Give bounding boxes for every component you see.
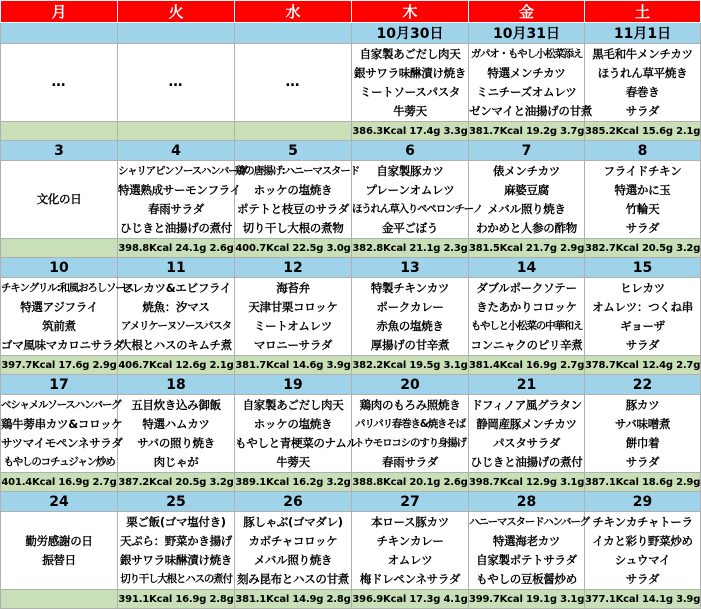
weekday-wed: 水 xyxy=(235,1,352,23)
day-nutrition xyxy=(235,122,352,141)
menu-item: イカと彩り野菜炒め xyxy=(592,533,693,548)
menu-item: 自家製あごだし肉天 xyxy=(242,397,344,412)
nutrition-text: 399.7Kcal 19.1g 3.1g xyxy=(469,593,585,605)
day-date: 18 xyxy=(118,375,235,395)
menu-item: チキングリル:和風おろしソース xyxy=(1,281,134,294)
menu-item: サラダ xyxy=(625,103,660,118)
nutrition-text: 398.8Kcal 24.1g 2.6g xyxy=(118,242,234,254)
menu-item: 自家製ポテトサラダ xyxy=(476,552,577,567)
menu-item: 牛蒡天 xyxy=(393,103,427,118)
day-nutrition xyxy=(235,473,352,492)
menu-item: 牛蒡天 xyxy=(276,454,310,469)
day-menu xyxy=(585,395,701,473)
day-date: 4 xyxy=(118,141,235,161)
day-nutrition xyxy=(585,356,701,375)
menu-item: 肉じゃが xyxy=(153,454,199,469)
date-row xyxy=(1,258,701,278)
menu-item: オムレツ：つくね串 xyxy=(592,299,693,314)
nutrition-row xyxy=(1,473,701,492)
day-nutrition xyxy=(1,590,118,609)
day-date: 28 xyxy=(469,492,585,512)
nutrition-text: 382.8Kcal 21.1g 2.3g xyxy=(352,242,468,254)
menu-row xyxy=(1,395,701,473)
menu-item: トウモロコシのすり身揚げ xyxy=(354,436,466,449)
nutrition-text: 387.1Kcal 18.6g 2.9g xyxy=(585,476,701,488)
day-menu xyxy=(585,512,701,590)
nutrition-text: 385.2Kcal 15.6g 2.1g xyxy=(585,125,701,137)
day-nutrition xyxy=(585,239,701,258)
day-nutrition xyxy=(118,473,235,492)
day-menu xyxy=(118,278,235,356)
nutrition-text: 406.7Kcal 12.6g 2.1g xyxy=(118,359,234,371)
menu-item: ガパオ・もやし小松菜添え xyxy=(470,47,583,60)
menu-item: 梅ドレペンネサラダ xyxy=(359,571,461,586)
menu-item: サバの照り焼き xyxy=(137,435,215,450)
day-date: 25 xyxy=(118,492,235,512)
menu-item: 豚カツ xyxy=(625,397,660,412)
menu-item: 特製チキンカツ xyxy=(370,280,450,295)
menu-item: ハニーマスタードハンバーグ xyxy=(469,515,589,528)
menu-item: ゴマ風味マカロニサラダ xyxy=(1,337,125,352)
menu-item: 自家製あごだし肉天 xyxy=(359,46,461,61)
day-menu xyxy=(235,44,352,122)
day-nutrition xyxy=(235,239,352,258)
menu-item: … xyxy=(51,74,67,90)
menu-item: 銀サワラ味醂漬け焼き xyxy=(354,65,466,80)
nutrition-text: 378.7Kcal 12.4g 2.7g xyxy=(585,359,701,371)
menu-item: ヒレカツ&エビフライ xyxy=(120,280,232,295)
menu-item: 栗ご飯(ゴマ塩付き) xyxy=(126,514,226,529)
menu-item: 特選かに玉 xyxy=(614,182,671,197)
day-date: 14 xyxy=(469,258,585,278)
menu-item: ほうれん草入りペペロンチーノ xyxy=(352,202,482,215)
day-menu xyxy=(352,395,469,473)
menu-item: 五目炊き込み御飯 xyxy=(131,397,221,412)
menu-item: サバ味噌煮 xyxy=(614,416,671,431)
menu-item: 本ロース豚カツ xyxy=(371,514,449,529)
day-nutrition xyxy=(118,590,235,609)
day-date: 29 xyxy=(585,492,701,512)
menu-item: きたあかりコロッケ xyxy=(476,299,577,314)
menu-item: 俵メンチカツ xyxy=(493,163,560,178)
menu-item: わかめと人参の酢物 xyxy=(476,220,577,235)
menu-item: 春雨サラダ xyxy=(382,454,438,469)
day-date xyxy=(235,23,352,44)
menu-item: 大根とハスのキムチ煮 xyxy=(120,337,232,352)
day-menu xyxy=(118,512,235,590)
menu-item: チキンカレー xyxy=(376,533,444,548)
menu-row xyxy=(1,512,701,590)
menu-item: 金平ごぼう xyxy=(382,220,438,235)
menu-item: ほうれん草平焼き xyxy=(597,65,688,80)
menu-item: ギョーザ xyxy=(620,318,665,333)
nutrition-text: 381.5Kcal 21.7g 2.9g xyxy=(469,242,585,254)
date-row xyxy=(1,141,701,161)
nutrition-row xyxy=(1,356,701,375)
day-menu xyxy=(235,512,352,590)
nutrition-text: 377.1Kcal 14.1g 3.9g xyxy=(585,593,701,605)
day-date: 26 xyxy=(235,492,352,512)
menu-item: サラダ xyxy=(625,454,660,469)
nutrition-text: 391.1Kcal 16.9g 2.8g xyxy=(118,593,234,605)
menu-item: もやしの豆板醤炒め xyxy=(476,571,577,586)
day-menu xyxy=(469,278,585,356)
menu-item: ひじきと油揚げの煮付 xyxy=(470,454,583,469)
day-date: 19 xyxy=(235,375,352,395)
date-row xyxy=(1,23,701,44)
day-date: 3 xyxy=(1,141,118,161)
menu-item: 鶏牛蒡串カツ&コロッケ xyxy=(1,416,123,431)
day-menu xyxy=(118,395,235,473)
day-date: 11 xyxy=(118,258,235,278)
day-nutrition xyxy=(352,356,469,375)
day-date: 12 xyxy=(235,258,352,278)
nutrition-text: 388.8Kcal 20.1g 2.6g xyxy=(352,476,468,488)
day-menu xyxy=(352,44,469,122)
menu-item: 鶏の唐揚げ:ハニーマスタード xyxy=(235,164,359,177)
day-date: 10 xyxy=(1,258,118,278)
day-date xyxy=(1,23,118,44)
nutrition-row xyxy=(1,122,701,141)
menu-item: サラダ xyxy=(625,571,660,586)
day-date: 21 xyxy=(469,375,585,395)
menu-item: 特選メンチカツ xyxy=(487,65,566,80)
nutrition-row xyxy=(1,590,701,609)
day-nutrition xyxy=(469,356,585,375)
menu-item: 筑前煮 xyxy=(42,318,76,333)
day-nutrition xyxy=(1,239,118,258)
menu-item: サラダ xyxy=(625,220,660,235)
day-menu xyxy=(352,278,469,356)
menu-item: ヒレカツ xyxy=(620,280,665,295)
weekday-sat: 土 xyxy=(585,1,701,23)
menu-item: 鶏肉のもろみ照焼き xyxy=(359,397,461,412)
day-date: 24 xyxy=(1,492,118,512)
day-date: 8 xyxy=(585,141,701,161)
menu-item: ドフィノア風グラタン xyxy=(471,397,582,412)
day-date: 17 xyxy=(1,375,118,395)
menu-item: 麻婆豆腐 xyxy=(504,182,549,197)
menu-item: コンニャクのピリ辛煮 xyxy=(470,337,583,352)
day-nutrition xyxy=(1,122,118,141)
day-nutrition xyxy=(469,239,585,258)
day-menu xyxy=(235,395,358,473)
nutrition-text: 381.7Kcal 19.2g 3.7g xyxy=(469,125,585,137)
day-date: 13 xyxy=(352,258,469,278)
day-menu xyxy=(352,161,482,239)
menu-item: パスタサラダ xyxy=(492,435,561,450)
day-menu xyxy=(1,161,118,239)
day-nutrition xyxy=(469,122,585,141)
menu-item: 文化の日 xyxy=(36,192,82,206)
menu-item: ミートオムレツ xyxy=(253,318,333,333)
menu-item: もやしと小松菜の中華和え xyxy=(470,319,583,332)
day-menu xyxy=(469,161,585,239)
day-menu xyxy=(585,278,701,356)
menu-item: … xyxy=(285,74,301,90)
menu-item: 特選海老カツ xyxy=(492,533,561,548)
menu-item: 海苔弁 xyxy=(276,280,310,295)
menu-item: もやしと青梗菜のナムル xyxy=(235,435,358,450)
menu-item: サツマイモペンネサラダ xyxy=(1,435,123,450)
nutrition-text: 400.7Kcal 22.5g 3.0g xyxy=(235,242,351,254)
menu-item: ダブルポークソテー xyxy=(476,280,577,295)
day-nutrition xyxy=(585,122,701,141)
day-menu xyxy=(352,512,469,590)
day-date: 22 xyxy=(585,375,701,395)
nutrition-text: 381.7Kcal 14.6g 3.9g xyxy=(235,359,351,371)
day-menu xyxy=(118,161,247,239)
menu-item: 刻み昆布とハスの甘煮 xyxy=(237,571,349,586)
menu-item: ホッケの塩焼き xyxy=(253,416,333,431)
menu-item: ポークカレー xyxy=(376,299,444,314)
menu-item: ミニチーズオムレツ xyxy=(476,84,577,99)
nutrition-text: 398.7Kcal 12.9g 3.1g xyxy=(469,476,585,488)
menu-item: 切り干し大根の煮物 xyxy=(242,220,344,235)
menu-item: フライドチキン xyxy=(603,163,682,178)
nutrition-text: 382.7Kcal 20.5g 3.2g xyxy=(585,242,701,254)
day-menu xyxy=(469,395,585,473)
menu-item: パリパリ春巻き&焼きそば xyxy=(355,417,465,430)
day-nutrition xyxy=(235,590,352,609)
menu-item: 餅巾着 xyxy=(625,435,660,450)
menu-item: 竹輪天 xyxy=(625,201,660,216)
day-date: 27 xyxy=(352,492,469,512)
menu-item: 静岡産豚メンチカツ xyxy=(476,416,577,431)
menu-row xyxy=(1,44,701,122)
day-menu xyxy=(1,278,134,356)
menu-item: 天津甘栗コロッケ xyxy=(248,299,338,314)
menu-item: カボチャコロッケ xyxy=(248,533,338,548)
day-menu xyxy=(118,44,235,122)
menu-item: … xyxy=(168,74,184,90)
menu-item: 赤魚の塩焼き xyxy=(376,318,444,333)
menu-item: 豚しゃぶ(ゴマダレ) xyxy=(243,514,343,529)
menu-item: オムレツ xyxy=(387,552,433,567)
menu-item: 銀サワラ味醂漬け焼き xyxy=(120,552,232,567)
date-row xyxy=(1,492,701,512)
menu-item: シャリアピンソースハンバーグ xyxy=(118,164,247,177)
menu-item: 特選熟成サーモンフライ xyxy=(118,182,241,197)
day-date: 6 xyxy=(352,141,469,161)
day-date: 5 xyxy=(235,141,352,161)
menu-item: 春巻き xyxy=(625,84,660,99)
day-nutrition xyxy=(469,473,585,492)
menu-item: メバル照り焼き xyxy=(253,552,333,567)
day-menu xyxy=(1,512,118,590)
menu-item: シュウマイ xyxy=(614,552,671,567)
menu-row xyxy=(1,161,701,239)
menu-item: 春雨サラダ xyxy=(148,201,204,216)
weekday-header-row xyxy=(1,1,701,23)
nutrition-row xyxy=(1,239,701,258)
menu-item: ポテトと枝豆のサラダ xyxy=(237,201,349,216)
menu-item: サラダ xyxy=(625,337,660,352)
day-menu xyxy=(1,395,123,473)
nutrition-text: 389.1Kcal 16.2g 3.2g xyxy=(235,476,351,488)
day-nutrition xyxy=(1,356,118,375)
day-date: 10月31日 xyxy=(469,23,585,44)
day-date: 11月1日 xyxy=(585,23,701,44)
day-nutrition xyxy=(352,590,469,609)
menu-item: ひじきと油揚げの煮付 xyxy=(120,220,232,235)
day-menu xyxy=(235,161,359,239)
day-nutrition xyxy=(585,590,701,609)
weekday-fri: 金 xyxy=(469,1,585,23)
day-nutrition xyxy=(118,356,235,375)
day-date: 10月30日 xyxy=(352,23,469,44)
day-menu xyxy=(1,44,118,122)
nutrition-text: 401.4Kcal 16.9g 2.7g xyxy=(1,476,117,488)
menu-item: 天ぷら：野菜かき揚げ xyxy=(120,533,232,548)
day-menu xyxy=(585,44,701,122)
menu-item: チキンカチャトーラ xyxy=(592,514,693,529)
nutrition-text: 382.2Kcal 19.5g 3.1g xyxy=(352,359,468,371)
day-date: 20 xyxy=(352,375,469,395)
nutrition-text: 387.2Kcal 20.5g 3.2g xyxy=(118,476,234,488)
menu-item: 特選アジフライ xyxy=(20,299,98,314)
nutrition-text: 381.4Kcal 16.9g 2.7g xyxy=(469,359,585,371)
day-date: 15 xyxy=(585,258,701,278)
menu-item: 黒毛和牛メンチカツ xyxy=(592,46,693,61)
day-menu xyxy=(235,278,352,356)
weekday-thu: 木 xyxy=(352,1,469,23)
day-nutrition xyxy=(352,122,469,141)
menu-item: ホッケの塩焼き xyxy=(253,182,333,197)
day-nutrition xyxy=(1,473,118,492)
weekday-mon: 月 xyxy=(1,1,118,23)
menu-item: 焼魚：汐マス xyxy=(142,299,210,314)
menu-item: 勤労感謝の日 xyxy=(25,533,93,548)
menu-item: 特選ハムカツ xyxy=(142,416,210,431)
day-nutrition xyxy=(352,473,469,492)
day-menu xyxy=(469,512,589,590)
day-nutrition xyxy=(352,239,469,258)
menu-item: 切り干し大根とハスの煮付 xyxy=(120,572,232,585)
day-nutrition xyxy=(469,590,585,609)
menu-item: 自家製豚カツ xyxy=(376,163,444,178)
menu-item: マロニーサラダ xyxy=(253,337,333,352)
day-menu xyxy=(585,161,701,239)
weekday-tue: 火 xyxy=(118,1,235,23)
date-row xyxy=(1,375,701,395)
menu-row xyxy=(1,278,701,356)
nutrition-text: 397.7Kcal 17.6g 2.9g xyxy=(1,359,117,371)
menu-item: もやしのコチュジャン炒め xyxy=(3,455,115,468)
menu-item: 厚揚げの甘辛煮 xyxy=(370,337,450,352)
menu-item: ゼンマイと油揚げの甘煮 xyxy=(469,103,592,118)
menu-item: プレーンオムレツ xyxy=(365,182,455,197)
day-date xyxy=(118,23,235,44)
menu-item: アメリケーヌソースパスタ xyxy=(121,319,231,332)
menu-item: ミートソースパスタ xyxy=(359,84,461,99)
day-nutrition xyxy=(585,473,701,492)
day-nutrition xyxy=(118,122,235,141)
nutrition-text: 396.9Kcal 17.3g 4.1g xyxy=(352,593,468,605)
day-date: 7 xyxy=(469,141,585,161)
day-menu xyxy=(469,44,592,122)
nutrition-text: 381.1Kcal 14.9g 2.8g xyxy=(235,593,351,605)
day-nutrition xyxy=(235,356,352,375)
menu-item: 振替日 xyxy=(42,552,76,567)
menu-item: メバル照り焼き xyxy=(487,201,566,216)
menu-item: ベシャメルソースハンバーグ xyxy=(1,398,121,411)
nutrition-text: 386.3Kcal 17.4g 3.3g xyxy=(352,125,468,137)
day-nutrition xyxy=(118,239,235,258)
